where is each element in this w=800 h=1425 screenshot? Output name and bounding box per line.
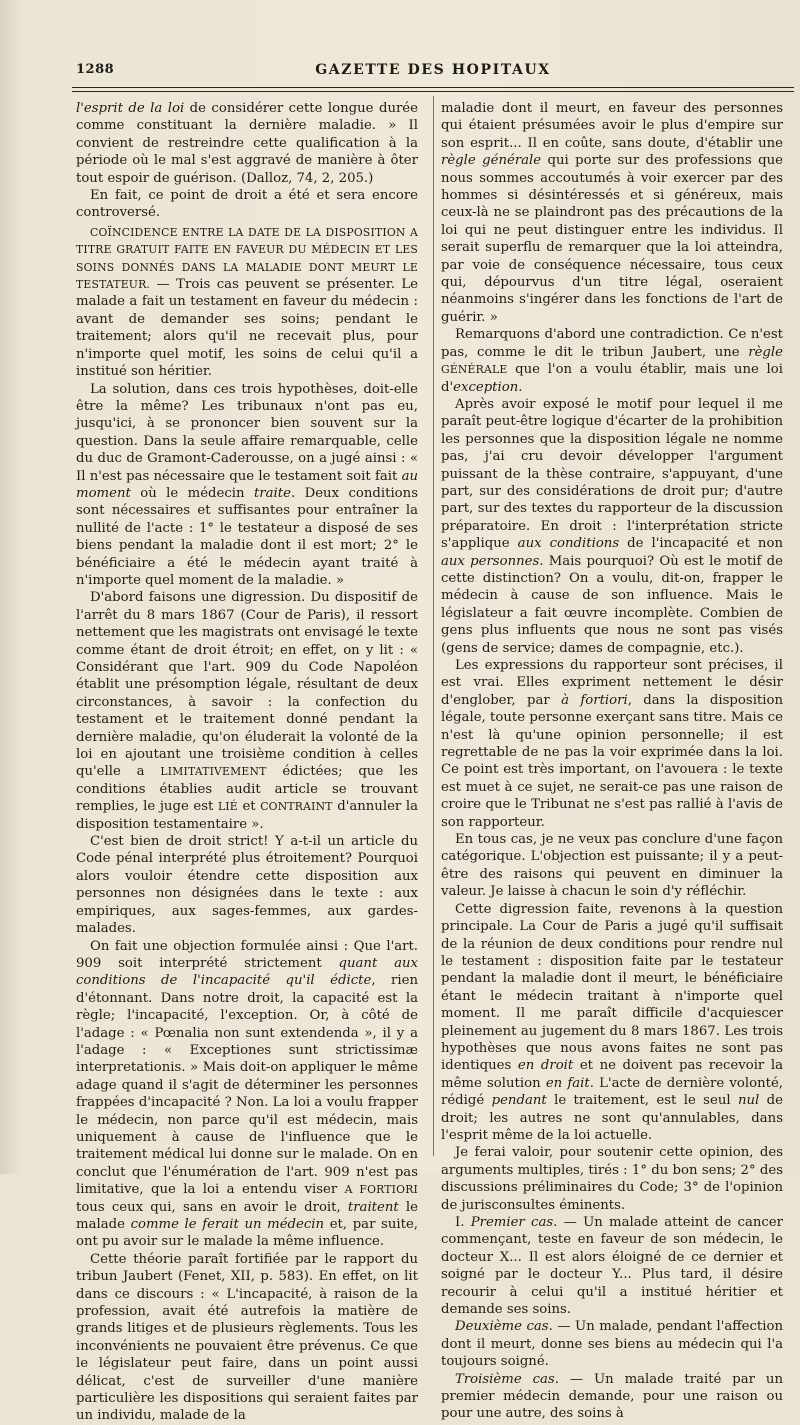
italic-text: nul (737, 1093, 760, 1109)
header-rule-bottom (72, 91, 794, 92)
paragraph-text: Après avoir exposé le motif pour lequel il me paraît peut-être logique d'écarter de la prohibition les personnes que la disposition légale ne nomme pas, j'ai cru devoir développer l'argument puissant de la thèse contraire, s'appuyant, d'une part, sur des considérations de droit pur; d'autre part, sur des textes du rapporteur de la discussion préparatoire. En droit : l'interprétation stricte s'applique (441, 396, 783, 552)
paragraph-text: On fait une objection formulée ainsi : Que l'art. 909 soit interprété strictement (76, 938, 418, 971)
italic-text: aux conditions (517, 536, 620, 552)
small-caps-text: LIÉ (217, 800, 238, 814)
paragraph: Je ferai valoir, pour soutenir cette opinion, des arguments multiples, tirés : 1° du bon sens; 2° des discussions préliminaires du Code; 3° de l'opinion de jurisconsultes éminents. (441, 1145, 783, 1213)
paragraph-text: édictées; que les conditions établies audit article se trouvant remplies, le juge est (76, 764, 418, 815)
small-caps-text: A FORTIORI (344, 1183, 418, 1197)
paragraph-text: , rien d'étonnant. Dans notre droit, la capacité est la règle; l'incapacité, l'exception. Or, à côté de l'adage : « Pœnalia non sunt extendenda », il y a l'adage : « Exceptiones sunt strictissimæ interpretationis. » Mais doit-on appliquer le même adage quand il s'agit de déterminer les personnes frappées d'incapacité ? Non. La loi a voulu frapper le médecin, non parce qu'il est médecin, mais uniquement à cause de l'influence que le traitement médical lui donne sur le malade. On en conclut que l'énumération de l'art. 909 n'est pas limitative, que la loi a entendu viser (76, 973, 418, 1198)
page-number: 1288 (76, 62, 115, 77)
italic-text: Deuxième cas (455, 1319, 549, 1335)
italic-text: en fait (545, 1075, 590, 1091)
left-column (76, 100, 418, 1425)
paragraph (76, 589, 418, 833)
paragraph: Cette théorie paraît fortifiée par le rapport du tribun Jaubert (Fenet, XII, p. 583). En effet, on lit dans ce discours : « L'incapacité, à raison de la profession, avait été autrefois la matière de grands litiges et de plusieurs règlements. Tous les inconvénients ne pouvaient être prévenus. Ce que le législateur peut faire, dans un point aussi délicat, c'est de surveiller d'une manière particulière les dispositions qui seraient faites par un individu, malade de la (76, 1251, 418, 1424)
italic-text: traite (253, 485, 291, 501)
paragraph-text: et ne doivent pas recevoir la même solution (441, 1058, 783, 1091)
paragraph-text: maladie dont il meurt, en faveur des personnes qui étaient présumées avoir le plus d'empire sur son esprit... Il en coûte, sans doute, d'établir une (441, 101, 783, 151)
paragraph-text: Cette digression faite, revenons à la question principale. La Cour de Paris a jugé qu'il suffisait de la réunion de deux conditions pour rendre nul le testament : disposition faite par le testateur pendant la maladie dont il meurt, le bénéficiaire étant le médecin traitant à n'importe quel moment. Il me paraît difficile d'acquiescer pleinement au jugement du 8 mars 1867. Les trois hypothèses que nous avons faites ne sont pas identiques (441, 901, 783, 1074)
paragraph-text: — Trois cas peuvent se présenter. Le malade a fait un testament en faveur du médecin : avant de demander ses soins; pendant le traitement; alors qu'il ne recevait plus, pour n'importe quel motif, les soins de celui qu'il a institué son héritier. (76, 277, 418, 380)
italic-text: aux personnes (441, 553, 540, 569)
paragraph-text: . Deux conditions sont nécessaires et suffisantes pour entraîner la nullité de l'acte : 1° le testateur a disposé de ses biens pendant la maladie dont il est mort; 2° le bénéficiaire a été le médecin ayant traité à n'importe quel moment de la maladie. » (76, 485, 418, 588)
paragraph-text: , dans la disposition légale, toute personne exerçant sans titre. Mais ce n'est là qu'une opinion personnelle; il est regrettable de ne pas la voir exprimée dans la loi. Ce point est très important, on l'avouera : le texte est muet à ce sujet, ne serait-ce pas une raison de croire que le Tribunat ne s'est pas rallié à l'avis de son rapporteur. (441, 692, 783, 830)
column-divider (433, 96, 434, 1156)
paragraph-text: tous ceux qui, sans en avoir le droit, (76, 1199, 348, 1215)
paragraph-text: . Mais pourquoi? Où est le motif de cette distinction? On a voulu, dit-on, frapper le médecin à cause de son influence. Mais le législateur a fait œuvre incomplète. Combien de gens plus influents que nous ne sont pas visés (gens de service; dames de compagnie, etc.). (441, 553, 783, 656)
section-heading: COÏNCIDENCE ENTRE LA DATE DE LA DISPOSITION A TITRE GRATUIT FAITE EN FAVEUR DU MÉDECIN ET LES SOINS DONNÉS DANS LA MALADIE DONT MEURT LE TESTATEUR. (76, 225, 418, 292)
running-title: GAZETTE DES HOPITAUX (315, 62, 551, 78)
paragraph-text: où le médecin (130, 485, 254, 501)
paragraph-text: Remarquons d'abord une contradiction. Ce n'est pas, comme le dit le tribun Jaubert, une (441, 327, 783, 360)
paragraph (76, 938, 418, 1251)
paragraph-text: . — Un malade traité par un premier médecin demande, pour une raison ou pour une autre, des soins à (441, 1371, 783, 1422)
italic-text: traitent (347, 1199, 399, 1215)
paragraph (76, 100, 418, 187)
italic-text: quant aux conditions de l'incapacité qu'il édicte (76, 955, 419, 989)
italic-text: en droit (517, 1058, 574, 1074)
paragraph (441, 396, 783, 657)
paragraph-text: le malade (76, 1199, 418, 1232)
paragraph (441, 100, 783, 326)
paragraph-text: le traitement, est le seul (546, 1093, 738, 1109)
italic-text: à fortiori (561, 692, 628, 708)
small-caps-text: GÉNÉRALE (441, 363, 508, 377)
paragraph-text: La solution, dans ces trois hypothèses, doit-elle être la même? Les tribunaux n'ont pas eu, jusqu'ici, à se prononcer bien souvent sur la question. Dans la seule affaire remarquable, celle du duc de Gramont-Caderousse, on a jugé ainsi : « Il n'est pas nécessaire que le testament soit fait (76, 381, 418, 484)
italic-text: exception (453, 379, 519, 395)
italic-text: l'esprit de la loi (76, 101, 185, 116)
paragraph-text: qui porte sur des professions que nous sommes accoutumés à voir exercer par des hommes si désintéressés et si généreux, mais ceux-là ne se plaindront pas des précautions de la loi qui ne peut distinguer entre les individus. Il serait superflu de remarquer que la loi atteindra, par voie de conséquence nécessaire, tous ceux qui, dépourvus d'un titre légal, oseraient néanmoins s'ingérer dans les fonctions de l'art de guérir. » (441, 153, 783, 325)
small-caps-text: LIMITATIVEMENT (160, 765, 267, 779)
page-header (76, 62, 790, 86)
paragraph: En tous cas, je ne veux pas conclure d'une façon catégorique. L'objection est puissante; il y a peut-être des raisons qui peuvent en diminuer la valeur. Je laisse à chacun le soin d'y réfléchir. (441, 832, 783, 900)
paragraph-text: . — Un malade, pendant l'affection dont il meurt, donne ses biens au médecin qui l'a toujours soigné. (441, 1319, 783, 1370)
italic-text: Premier cas (470, 1215, 554, 1230)
italic-text: comme le ferait un médecin (130, 1217, 325, 1232)
italic-text: pendant (491, 1093, 547, 1109)
paragraph-text: que l'on a voulu établir, mais une loi d' (441, 362, 783, 395)
italic-text: Troisième cas (455, 1371, 555, 1387)
italic-text: règle générale (441, 153, 542, 169)
small-caps-text: CONTRAINT (260, 800, 333, 814)
italic-text: au moment (76, 468, 418, 501)
paragraph-text: de considérer cette longue durée comme constituant la dernière maladie. » Il convient de restreindre cette qualification à la période où le mal s'est aggravé de manière à ôter tout espoir de guérison. (Dalloz, 74, 2, 205.) (76, 101, 418, 186)
paragraph (76, 381, 418, 590)
paragraph-text: Les expressions du rapporteur sont précises, il est vrai. Elles expriment nettement le désir d'englober, par (441, 658, 783, 708)
paragraph-text: de l'incapacité et non (619, 536, 783, 552)
header-rule-top (72, 87, 794, 88)
paragraph-text: . — Un malade atteint de cancer commençant, teste en faveur de son médecin, le docteur X... Il est alors éloigné de ce dernier et soigné par le docteur Y... Plus tard, il désire recourir à celui qu'il a institué héritier et demande ses soins. (441, 1215, 783, 1318)
paragraph-text: de droit; les autres ne sont qu'annulables, dans l'esprit même de la loi actuelle. (441, 1093, 783, 1143)
paragraph: En fait, ce point de droit a été et sera encore controversé. (76, 188, 418, 221)
paragraph (441, 1371, 783, 1423)
paragraph (441, 326, 783, 396)
paragraph-text: D'abord faisons une digression. Du dispositif de l'arrêt du 8 mars 1867 (Cour de Paris), il ressort nettement que les magistrats ont envisagé le texte comme étant de droit étroit; en effet, on y lit : « Considérant que l'art. 909 du Code Napoléon établit une présomption légale, résultant de deux circonstances, à savoir : la confection du testament et le traitement donné pendant la dernière maladie, qu'on éluderait la volonté de la loi en ajoutant une troisième condition à celles qu'elle a (76, 590, 418, 780)
paragraph-text: d'annuler la disposition testamentaire ». (76, 799, 418, 832)
paragraph (441, 1214, 783, 1318)
section-paragraph (76, 224, 418, 381)
paragraph (441, 657, 783, 831)
paragraph-text: I. (455, 1215, 471, 1230)
paragraph: C'est bien de droit strict! Y a-t-il un article du Code pénal interprété plus étroitement? Pourquoi alors vouloir étendre cette disposition aux personnes non désignées dans le texte : aux empiriques, aux sages-femmes, aux gardes-malades. (76, 834, 418, 937)
paragraph-text: . L'acte de dernière volonté, rédigé (441, 1075, 784, 1109)
right-column (441, 100, 783, 1423)
italic-text: règle (748, 344, 783, 360)
paragraph-text: et (237, 799, 261, 815)
paragraph (441, 901, 783, 1145)
paragraph-text: . (518, 379, 523, 395)
paragraph-text: et, par suite, ont pu avoir sur le malade la même influence. (76, 1217, 418, 1250)
paragraph (441, 1318, 783, 1370)
